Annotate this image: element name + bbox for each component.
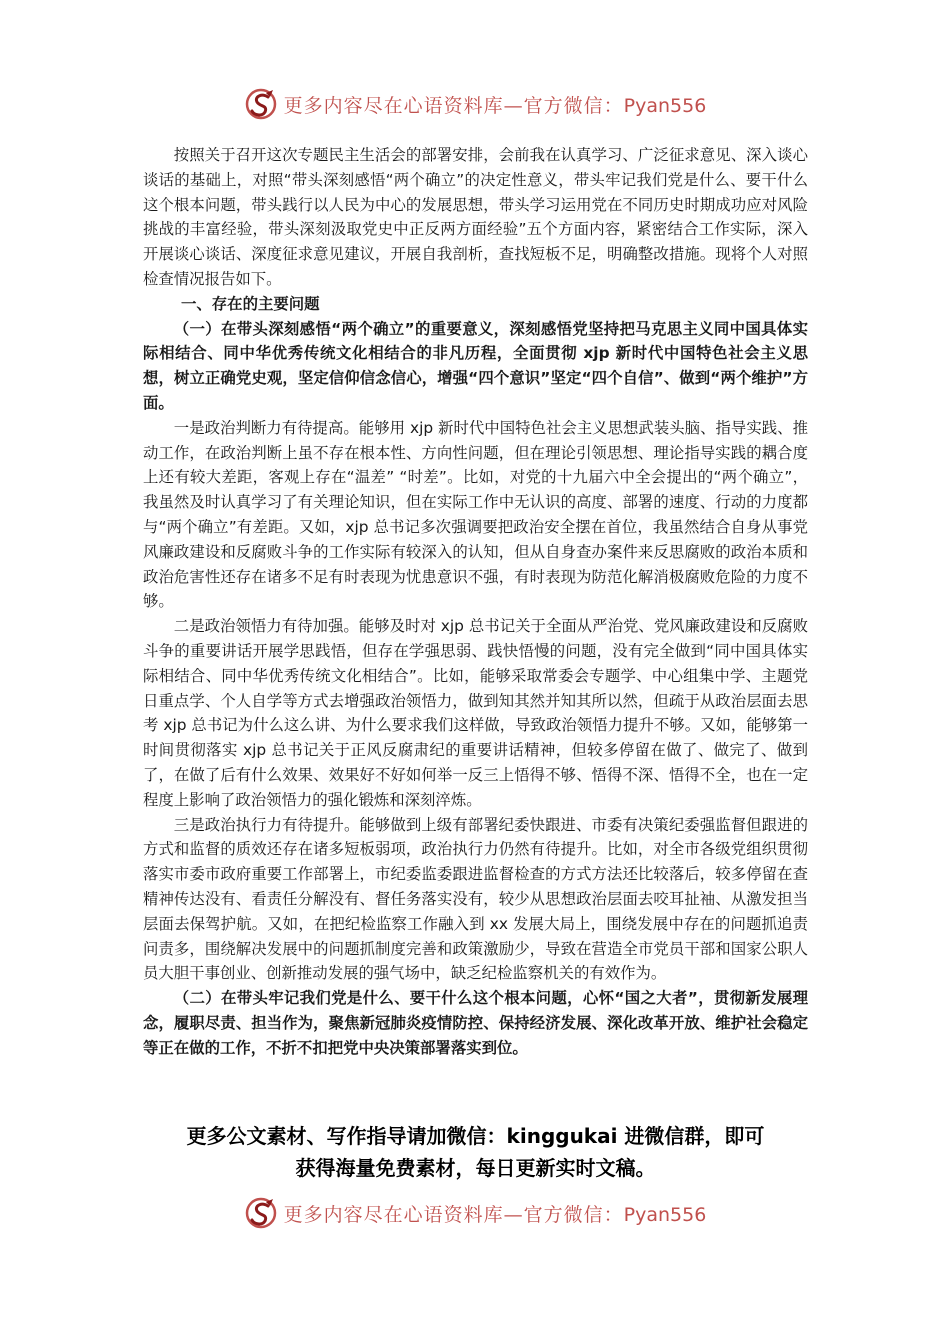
body-paragraph-2: 二是政治领悟力有待加强。能够及时对 xjp 总书记关于全面从严治党、党风廉政建设和反腐败斗争的重要讲话开展学思践悟，但存在学强思弱、践快悟慢的问题，没有完全做到“同中国具体实际相结合、同中华优秀传统文化相结合”。比如，能够采取常委会专题学、中心组集中学、主题党日重点学、个人自学等方式去增强政治领悟力，做到知其然并知其所以然，但疏于从政治层面去思考 xjp 总书记为什么这么讲、为什么要求我们这样做，导致政治领悟力提升不够。又如，能够第一时间贯彻落实 xjp 总书记关于正风反腐肃纪的重要讲话精神，但较多停留在做了、做完了、做到了，在做了后有什么效果、效果好不好如何举一反三上悟得不够、悟得不深、悟得不全，也在一定程度上影响了政治领悟力的强化锻炼和深刻淬炼。 (143, 617, 808, 809)
stylized-s-pen-logo-icon (244, 87, 278, 121)
promo-notice (143, 1120, 808, 1184)
stylized-s-pen-logo-icon (244, 1196, 278, 1230)
banner-text: 更多内容尽在心语资料库—官方微信：Pyan556 (283, 1203, 707, 1226)
subsection-heading-1: （一）在带头深刻感悟“两个确立”的重要意义，深刻感悟党坚持把马克思主义同中国具体实际相结合、同中华优秀传统文化相结合的非凡历程，全面贯彻 xjp 新时代中国特色社会主义思想，树立正确党史观，坚定信仰信念信心，增强“四个意识”坚定“四个自信”、做到“两个维护”方面。 (143, 319, 808, 412)
intro-paragraph: 按照关于召开这次专题民主生活会的部署安排，会前我在认真学习、广泛征求意见、深入谈心谈话的基础上，对照“带头深刻感悟“两个确立”的决定性意义，带头牢记我们党是什么、要干什么这个根本问题，带头践行以人民为中心的发展思想，带头学习运用党在不同历史时期成功应对风险挑战的丰富经验，带头深刻汲取党史中正反两方面经验”五个方面内容，紧密结合工作实际，深入开展谈心谈话、深度征求意见建议，开展自我剖析，查找短板不足，明确整改措施。现将个人对照检查情况报告如下。 (143, 146, 808, 288)
header-banner (0, 84, 950, 124)
promo-line-1: 更多公文素材、写作指导请加微信：kinggukai 进微信群，即可 (186, 1124, 765, 1148)
banner-wechat-id: Pyan556 (623, 94, 707, 117)
banner-wechat-id: Pyan556 (623, 1203, 707, 1226)
banner-text: 更多内容尽在心语资料库—官方微信：Pyan556 (283, 94, 707, 117)
footer-banner (0, 1193, 950, 1233)
section-heading: 一、存在的主要问题 (181, 294, 320, 313)
subsection-heading-2: （二）在带头牢记我们党是什么、要干什么这个根本问题，心怀“国之大者”，贯彻新发展理念，履职尽责、担当作为，聚焦新冠肺炎疫情防控、保持经济发展、深化改革开放、维护社会稳定等正在做的工作，不折不扣把党中央决策部署落实到位。 (143, 989, 808, 1057)
promo-line-2: 获得海量免费素材，每日更新实时文稿。 (295, 1156, 656, 1180)
body-paragraph-3: 三是政治执行力有待提升。能够做到上级有部署纪委快跟进、市委有决策纪委强监督但跟进的方式和监督的质效还存在诸多短板弱项，政治执行力仍然有待提升。比如，对全市各级党组织贯彻落实市委市政府重要工作部署上，市纪委监委跟进监督检查的方式方法还比较落后，较多停留在查精神传达没有、看责任分解没有、督任务落实没有，较少从思想政治层面去咬耳扯袖、从激发担当层面去保驾护航。又如，在把纪检监察工作融入到 xx 发展大局上，围绕发展中存在的问题抓追责问责多，围绕解决发展中的问题抓制度完善和政策激励少，导致在营造全市党员干部和国家公职人员大胆干事创业、创新推动发展的强气场中，缺乏纪检监察机关的有效作为。 (143, 815, 808, 983)
body-paragraph-1: 一是政治判断力有待提高。能够用 xjp 新时代中国特色社会主义思想武装头脑、指导实践、推动工作，在政治判断上虽不存在根本性、方向性问题，但在理论引领思想、理论指导实践的耦合度上还有较大差距，客观上存在“温差” “时差”。比如，对党的十九届六中全会提出的“两个确立”，我虽然及时认真学习了有关理论知识，但在实际工作中无认识的高度、部署的速度、行动的力度都与“两个确立”有差距。又如，xjp 总书记多次强调要把政治安全摆在首位，我虽然结合自身从事党风廉政建设和反腐败斗争的工作实际有较深入的认知，但从自身查办案件来反思腐败的政治本质和政治危害性还存在诸多不足有时表现为忧患意识不强，有时表现为防范化解消极腐败危险的力度不够。 (143, 418, 808, 611)
document-body (143, 143, 808, 1060)
